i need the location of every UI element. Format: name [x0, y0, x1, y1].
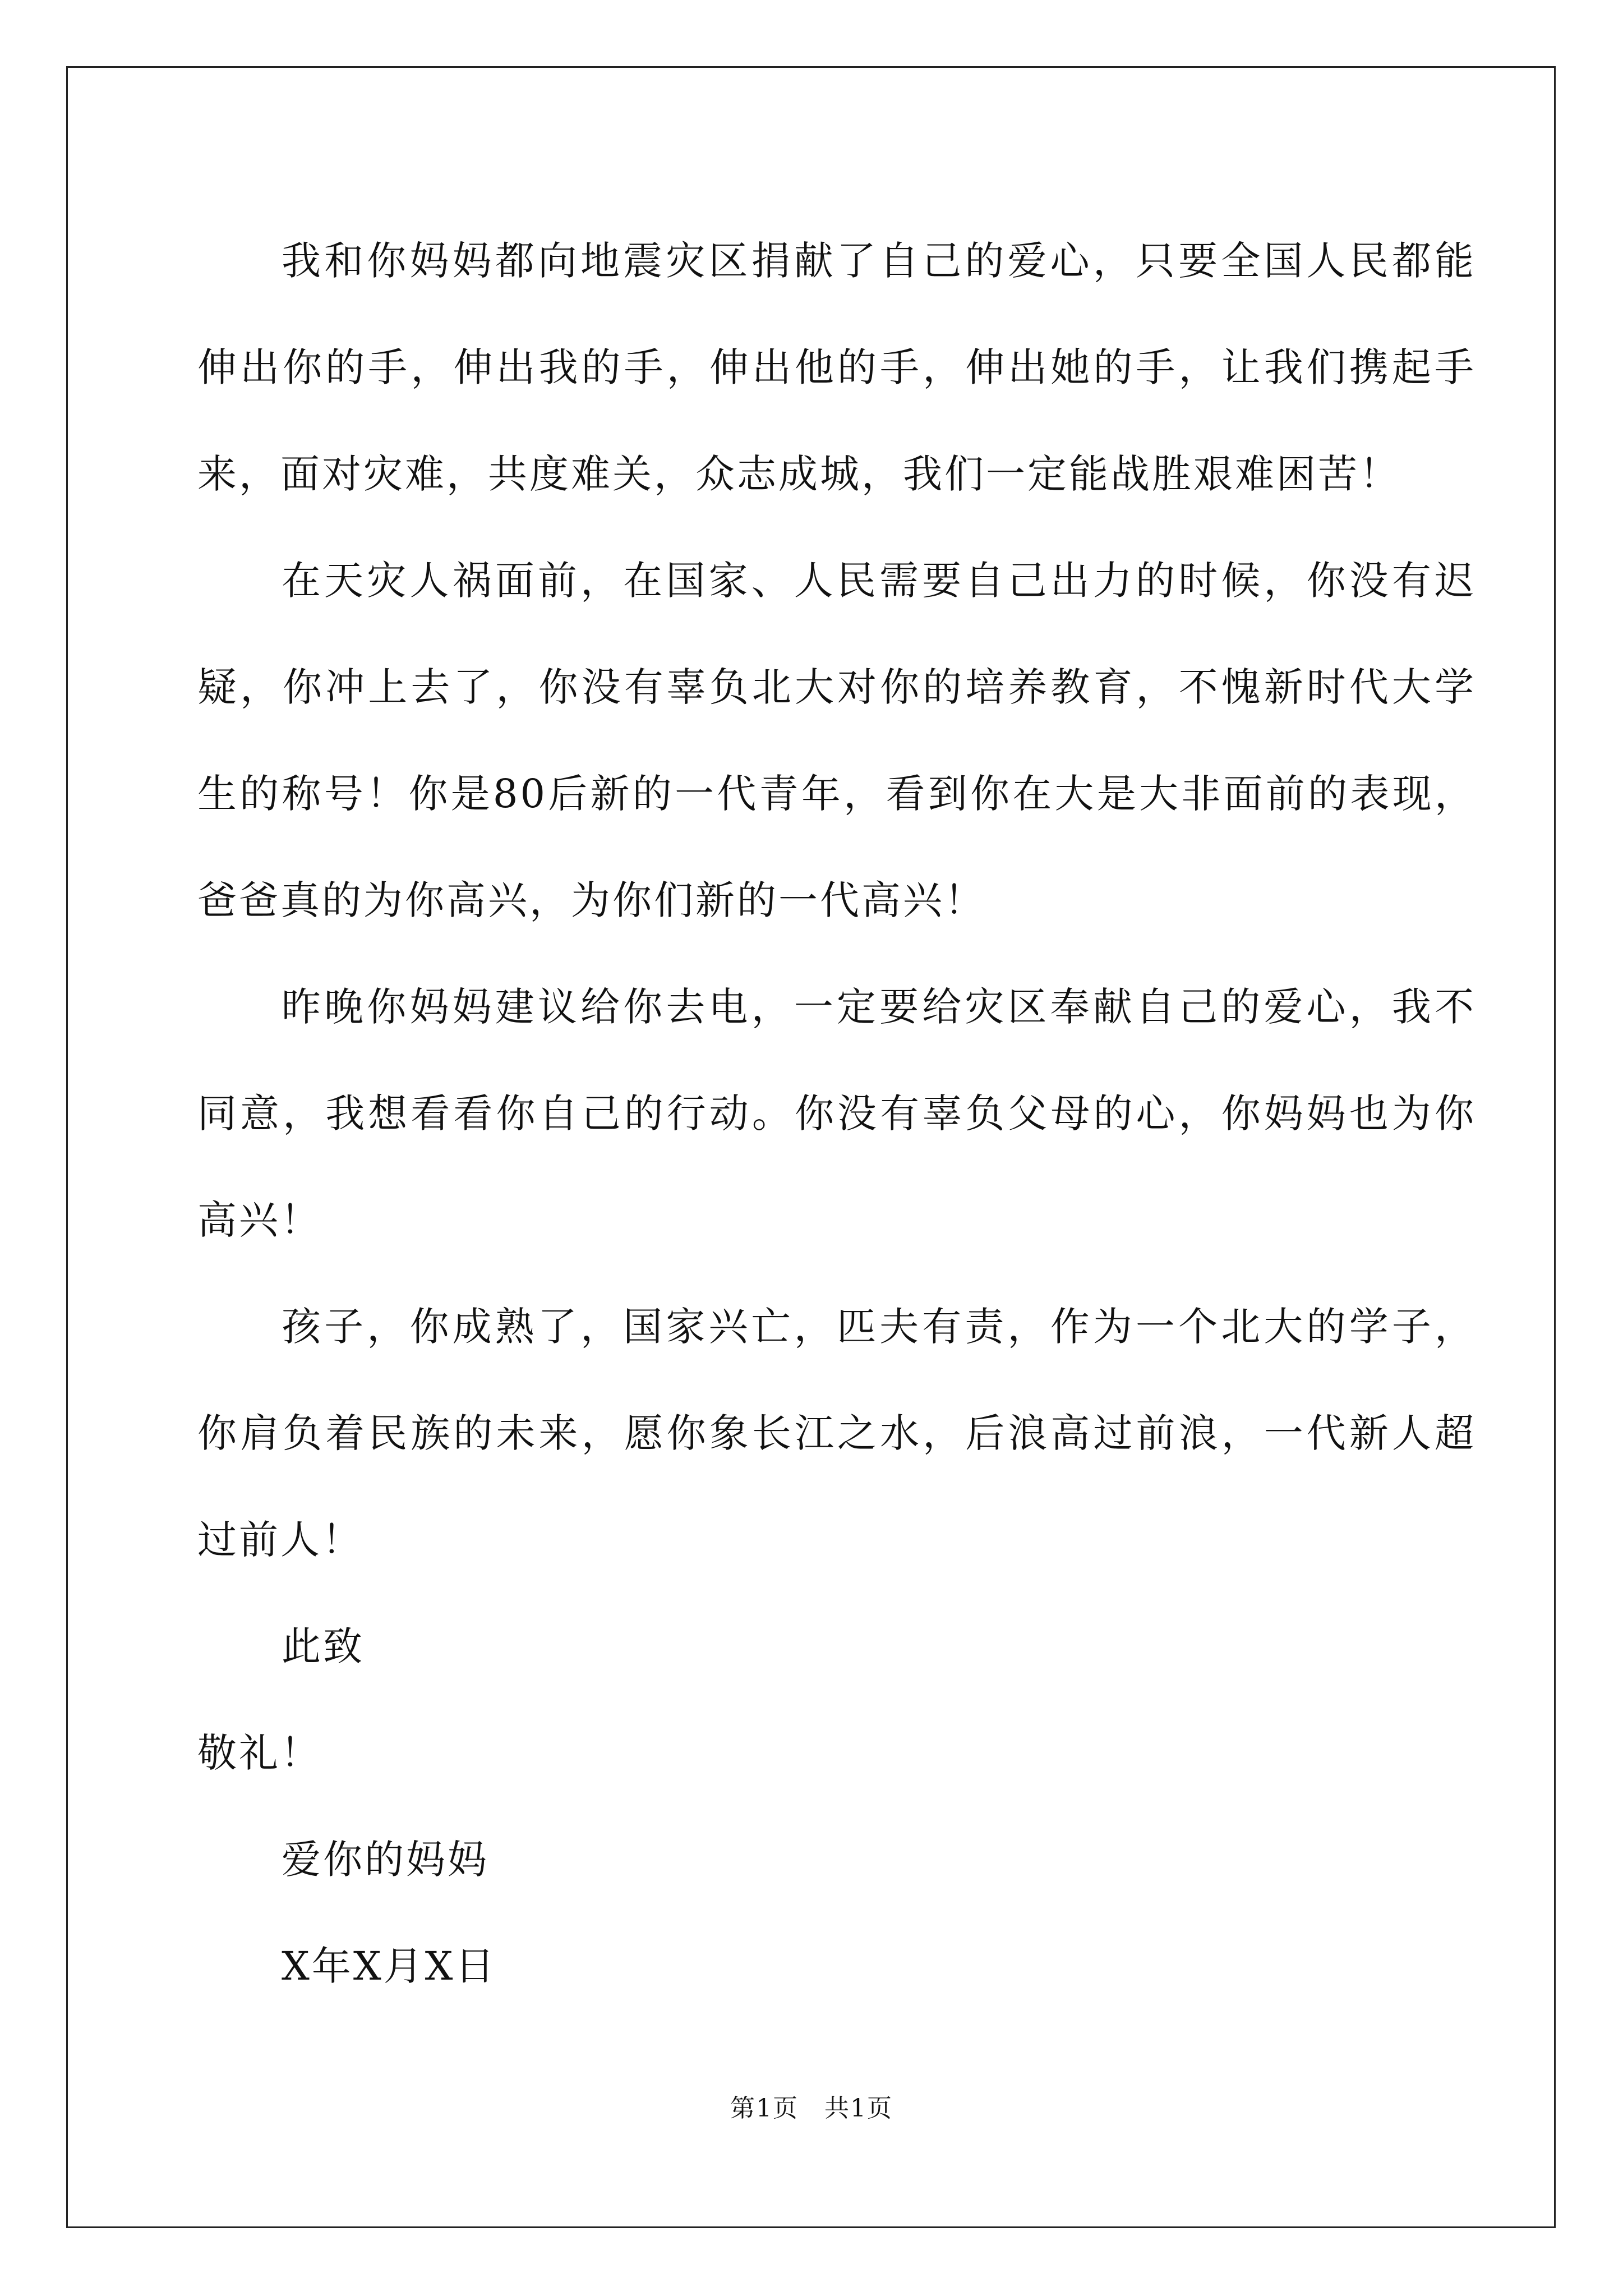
- page-footer: 第1页 共1页: [730, 2094, 893, 2123]
- signature: 爱你的妈妈: [282, 1837, 489, 1883]
- letter-body: [197, 208, 1476, 2019]
- paragraph-1: 我和你妈妈都向地震灾区捐献了自己的爱心，只要全国人民都能伸出你的手，伸出我的手，伸出他的手，伸出她的手，让我们携起手来，面对灾难，共度难关，众志成城，我们一定能战胜艰难困苦！: [197, 238, 1476, 497]
- salute: 敬礼！: [197, 1730, 322, 1776]
- paragraph-2: 在天灾人祸面前，在国家、人民需要自己出力的时候，你没有迟疑，你冲上去了，你没有辜负北大对你的培养教育，不愧新时代大学生的称号！你是80后新的一代青年，看到你在大是大非面前的表现，爸爸真的为你高兴，为你们新的一代高兴！: [197, 558, 1476, 923]
- closing-phrase: 此致: [282, 1623, 365, 1669]
- letter-date: X年X月X日: [282, 1943, 497, 1989]
- paragraph-3: 昨晚你妈妈建议给你去电，一定要给灾区奉献自己的爱心，我不同意，我想看看你自己的行动。你没有辜负父母的心，你妈妈也为你高兴！: [197, 984, 1476, 1243]
- paragraph-4: 孩子，你成熟了，国家兴亡，匹夫有责，作为一个北大的学子，你肩负着民族的未来，愿你象长江之水，后浪高过前浪，一代新人超过前人！: [197, 1304, 1476, 1563]
